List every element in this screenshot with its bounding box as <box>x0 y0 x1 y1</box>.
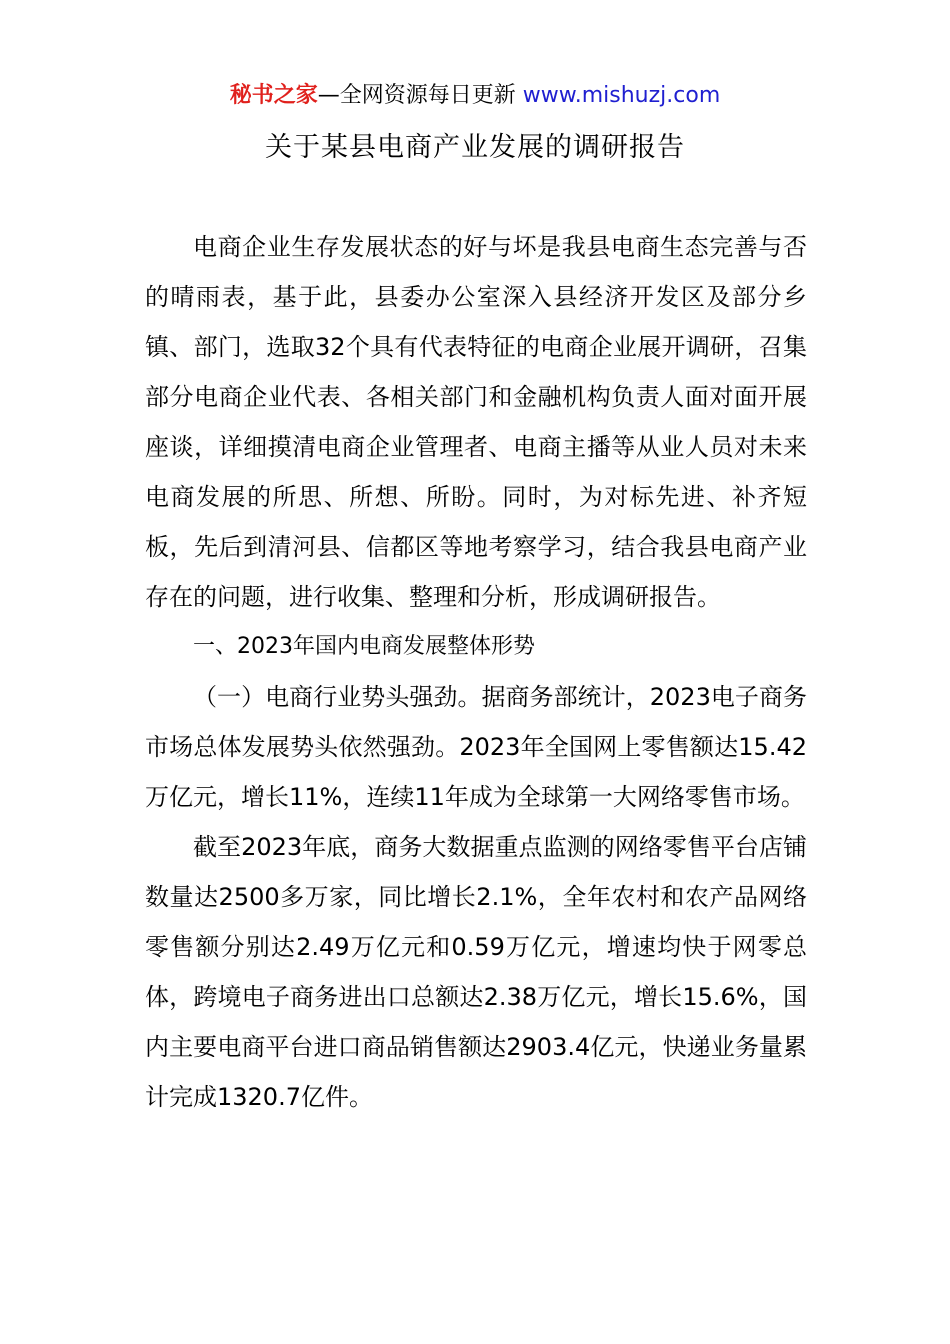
site-url-link[interactable]: www.mishuzj.com <box>522 83 721 108</box>
paragraph-statistics: 截至2023年底，商务大数据重点监测的网络零售平台店铺数量达2500多万家，同比增长2.1%，全年农村和农产品网络零售额分别达2.49万亿元和0.59万亿元，增速均快于网零总体，跨境电子商务进出口总额达2.38万亿元，增长15.6%，国内主要电商平台进口商品销售额达2903.4亿元，快递业务量累计完成1320.7亿件。 <box>145 833 807 1111</box>
document-body <box>145 222 807 1122</box>
paragraph-industry-momentum: （一）电商行业势头强劲。据商务部统计，2023电子商务市场总体发展势头依然强劲。2023年全国网上零售额达15.42万亿元，增长11%，连续11年成为全球第一大网络零售市场。 <box>145 683 807 811</box>
document-title: 关于某县电商产业发展的调研报告 <box>265 132 685 163</box>
header-tagline: —全网资源每日更新 <box>317 83 516 108</box>
section-heading-1: 一、2023年国内电商发展整体形势 <box>193 634 535 659</box>
site-header <box>0 80 950 112</box>
paragraph-intro: 电商企业生存发展状态的好与坏是我县电商生态完善与否的晴雨表，基于此，县委办公室深入县经济开发区及部分乡镇、部门，选取32个具有代表特征的电商企业展开调研，召集部分电商企业代表、各相关部门和金融机构负责人面对面开展座谈，详细摸清电商企业管理者、电商主播等从业人员对未来电商发展的所思、所想、所盼。同时，为对标先进、补齐短板，先后到清河县、信都区等地考察学习，结合我县电商产业存在的问题，进行收集、整理和分析，形成调研报告。 <box>145 233 807 611</box>
brand-name: 秘书之家 <box>229 83 318 108</box>
